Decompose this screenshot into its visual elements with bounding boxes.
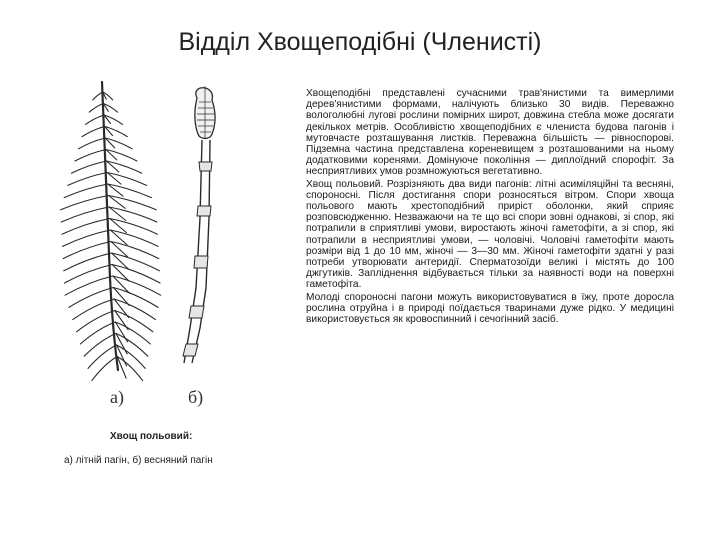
- label-summer-shoot: а): [110, 387, 124, 407]
- paragraph-intro: Хвощеподібні представлені сучасними трав'янистими та вимерлими дерев'янистими формами, налічують близько 30 видів. Переважно вологолюбні лугові рослини помірних широт, довжина стебла може досягати декількох метрів. Особливістю хвощеподібних є члениста будова пагонів і мутовчасте розташування листків. Переважна більшість — рівноспорові. Підземна частина представлена кореневищем з розташованими на ньому додатковими коренями. Домінуюче покоління — диплоїдний спорофіт. За несприятливих умов розмножуються вегетативно.: [306, 88, 674, 178]
- spring-shoot-drawing: [183, 86, 215, 363]
- figure-caption-subtitle: а) літній пагін, б) весняний пагін: [64, 455, 213, 466]
- summer-shoot-drawing: [61, 82, 161, 381]
- slide-title: Відділ Хвощеподібні (Членисті): [178, 28, 542, 56]
- label-spring-shoot: б): [188, 387, 204, 407]
- figure-caption-title: Хвощ польовий:: [110, 431, 193, 442]
- paragraph-field-horsetail: Хвощ польовий. Розрізняють два види пагонів: літні асиміляційні та весняні, спороносні. Після достигання спори розносяться вітром. Спори хвоща польового мають хрестоподібний приріст оболонки, який сприяє розповсюдженню. Незважаючи на те що всі спори зовні однакові, зі спор, які потрапили в сприятливі умови, виростають жіночі гаметофіти, а зі спор, які потрапили в несприятливі умови, — чоловічі. Чоловічі гаметофіти мають розміри від 1 до 10 мм, жіночі — 3—30 мм. Жіночі гаметофіти здатні у разі потреби утворювати антеридії. Сперматозоїди великі і містять до 100 джгутиків. Запліднення відбувається тільки за наявності води на поверхні гаметофіта.: [306, 178, 674, 291]
- horsetail-illustration: [60, 78, 260, 418]
- paragraph-uses: Молоді спороносні пагони можуть використовуватися в їжу, проте доросла рослина отруйна і в природі поїдається тваринами дуже рідко. У медицині використовується як кровоспинний і сечогінний засіб.: [306, 291, 674, 326]
- horsetail-drawing: [60, 78, 260, 418]
- body-text: [306, 88, 674, 326]
